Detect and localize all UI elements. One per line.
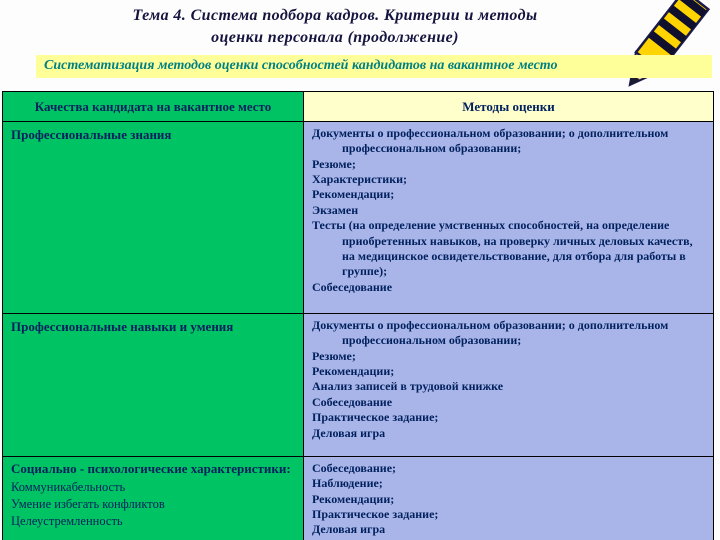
subtitle-banner: Систематизация методов оценки способностей кандидатов на вакантное место [36, 55, 712, 78]
methods-list [304, 314, 713, 444]
methods-list [304, 457, 713, 540]
method-item: Документы о профессиональном образовании; о дополнительном профессиональном образовании; [312, 318, 669, 348]
quality-label: Профессиональные знания [11, 127, 172, 142]
table-row [3, 122, 714, 314]
method-item: Анализ записей в трудовой книжке [312, 379, 504, 394]
methods-cell [304, 457, 714, 540]
method-item: Деловая игра [312, 425, 386, 440]
method-item: Резюме; [312, 156, 356, 171]
table-row [3, 314, 714, 457]
methods-cell [304, 122, 714, 314]
quality-label: Профессиональные навыки и умения [11, 319, 234, 334]
method-item: Резюме; [312, 348, 356, 363]
header-cell-qualities [3, 92, 304, 122]
quality-cell [3, 314, 304, 457]
header-qualities-label: Качества кандидата на вакантное место [34, 98, 272, 114]
method-item: Экзамен [312, 202, 359, 217]
method-item: Рекомендации; [312, 364, 395, 379]
quality-cell [3, 457, 304, 540]
method-item: Тесты (на определение умственных способностей, на определение приобретенных навыков, на проверку личных деловых качеств, на медицинское освидетельствование, для отбора для работы в группе); [312, 218, 693, 279]
quality-subitem: Умение избегать конфликтов [11, 497, 165, 512]
table-row [3, 457, 714, 540]
methods-list [304, 122, 713, 298]
slide-title-line2: оценки персонала (продолжение) [211, 29, 459, 47]
method-item: Характеристики; [312, 172, 408, 187]
table-header-row [3, 92, 714, 122]
quality-subitem: Коммуникабельность [11, 479, 126, 494]
method-item: Собеседование [312, 394, 393, 409]
method-item: Рекомендации; [312, 187, 395, 202]
method-item: Документы о профессиональном образовании; о дополнительном профессиональном образовании; [312, 126, 669, 156]
method-item: Практическое задание; [312, 410, 439, 425]
header-methods-label: Методы оценки [462, 98, 555, 114]
method-item: Рекомендации; [312, 491, 395, 506]
slide-title-line1: Тема 4. Система подбора кадров. Критерии и методы [132, 7, 538, 24]
slide-title [50, 5, 620, 50]
methods-cell [304, 314, 714, 457]
header-cell-methods [304, 92, 714, 122]
method-item: Собеседование [312, 279, 393, 294]
quality-cell [3, 122, 304, 314]
method-item: Собеседование; [312, 461, 397, 475]
method-item: Деловая игра [312, 522, 386, 537]
method-item: Практическое задание; [312, 507, 439, 522]
quality-label: Социально - психологические характеристики: [11, 461, 291, 476]
quality-subitem: Целеустремленность [11, 514, 123, 529]
methods-table [2, 91, 714, 540]
method-item: Наблюдение; [312, 476, 383, 491]
